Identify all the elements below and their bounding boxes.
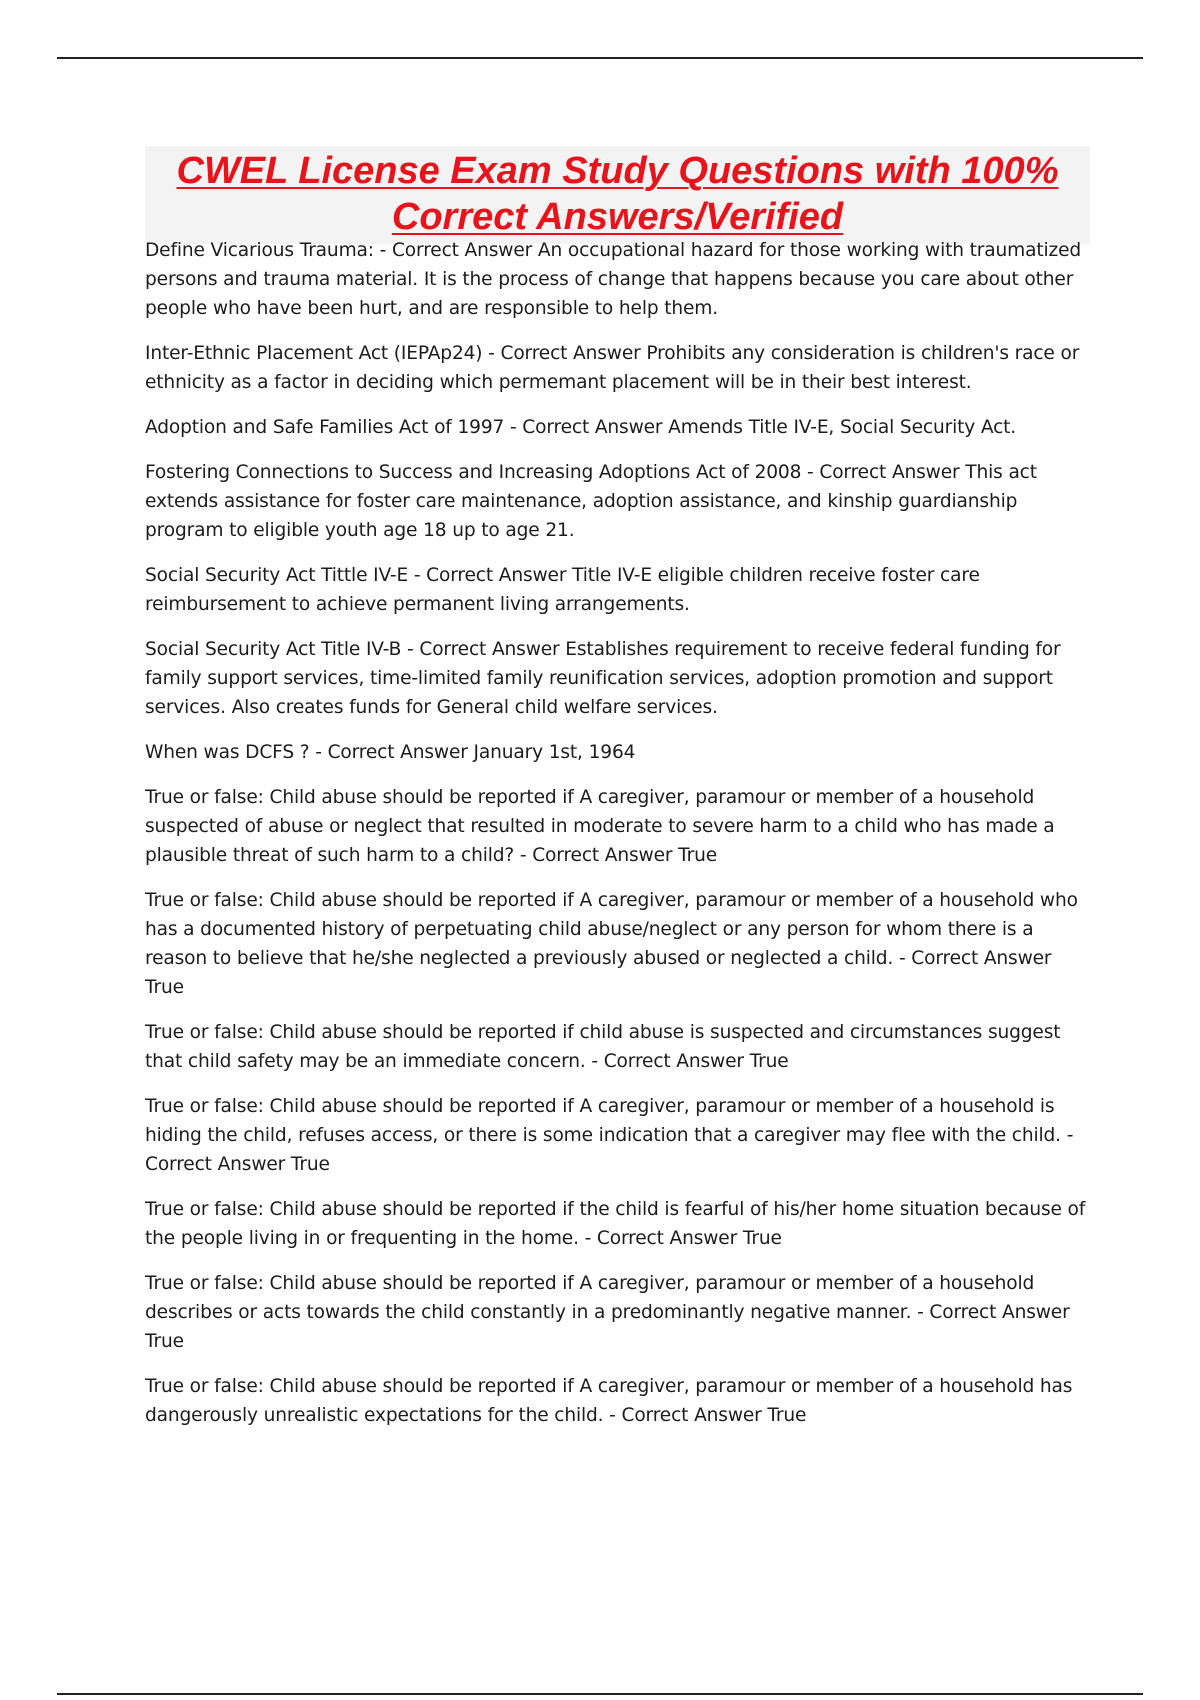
title-line-2: Correct Answers/Verified [391,196,844,238]
title-line-1: CWEL License Exam Study Questions with 100% [176,150,1059,192]
qa-list [145,236,1090,1446]
qa-entry: Adoption and Safe Families Act of 1997 - Correct Answer Amends Title IV-E, Social Security Act. [145,417,1017,438]
qa-entry: True or false: Child abuse should be reported if A caregiver, paramour or member of a household who has a documented history of perpetuating child abuse/neglect or any person for whom there is a reason to believe that he/she neglected a previously abused or neglected a child. - Correct Answer True [145,890,1078,998]
footer-rule [57,1693,1143,1695]
header-rule [57,57,1143,59]
qa-entry: True or false: Child abuse should be reported if the child is fearful of his/her home situation because of the people living in or frequenting in the home. - Correct Answer True [145,1199,1086,1249]
qa-entry: Social Security Act Tittle IV-E - Correct Answer Title IV-E eligible children receive foster care reimbursement to achieve permanent living arrangements. [145,565,980,615]
qa-entry: Social Security Act Title IV-B - Correct Answer Establishes requirement to receive federal funding for family support services, time-limited family reunification services, adoption promotion and support services. Also creates funds for General child welfare services. [145,639,1061,718]
qa-entry: Fostering Connections to Success and Increasing Adoptions Act of 2008 - Correct Answer This act extends assistance for foster care maintenance, adoption assistance, and kinship guardianship program to eligible youth age 18 up to age 21. [145,462,1037,541]
document-title [145,146,1090,244]
qa-entry: True or false: Child abuse should be reported if A caregiver, paramour or member of a household is hiding the child, refuses access, or there is some indication that a caregiver may flee with the child. - Correct Answer True [145,1096,1074,1175]
qa-entry: Inter-Ethnic Placement Act (IEPAp24) - Correct Answer Prohibits any consideration is children's race or ethnicity as a factor in deciding which permemant placement will be in their best interest. [145,343,1080,393]
qa-entry: Define Vicarious Trauma: - Correct Answer An occupational hazard for those working with traumatized persons and trauma material. It is the process of change that happens because you care about other people who have been hurt, and are responsible to help them. [145,240,1082,319]
qa-entry: True or false: Child abuse should be reported if child abuse is suspected and circumstances suggest that child safety may be an immediate concern. - Correct Answer True [145,1022,1061,1072]
qa-entry: True or false: Child abuse should be reported if A caregiver, paramour or member of a household has dangerously unrealistic expectations for the child. - Correct Answer True [145,1376,1073,1426]
qa-entry: When was DCFS ? - Correct Answer January 1st, 1964 [145,742,636,763]
qa-entry: True or false: Child abuse should be reported if A caregiver, paramour or member of a household suspected of abuse or neglect that resulted in moderate to severe harm to a child who has made a plausible threat of such harm to a child? - Correct Answer True [145,787,1055,866]
qa-entry: True or false: Child abuse should be reported if A caregiver, paramour or member of a household describes or acts towards the child constantly in a predominantly negative manner. - Correct Answer True [145,1273,1070,1352]
